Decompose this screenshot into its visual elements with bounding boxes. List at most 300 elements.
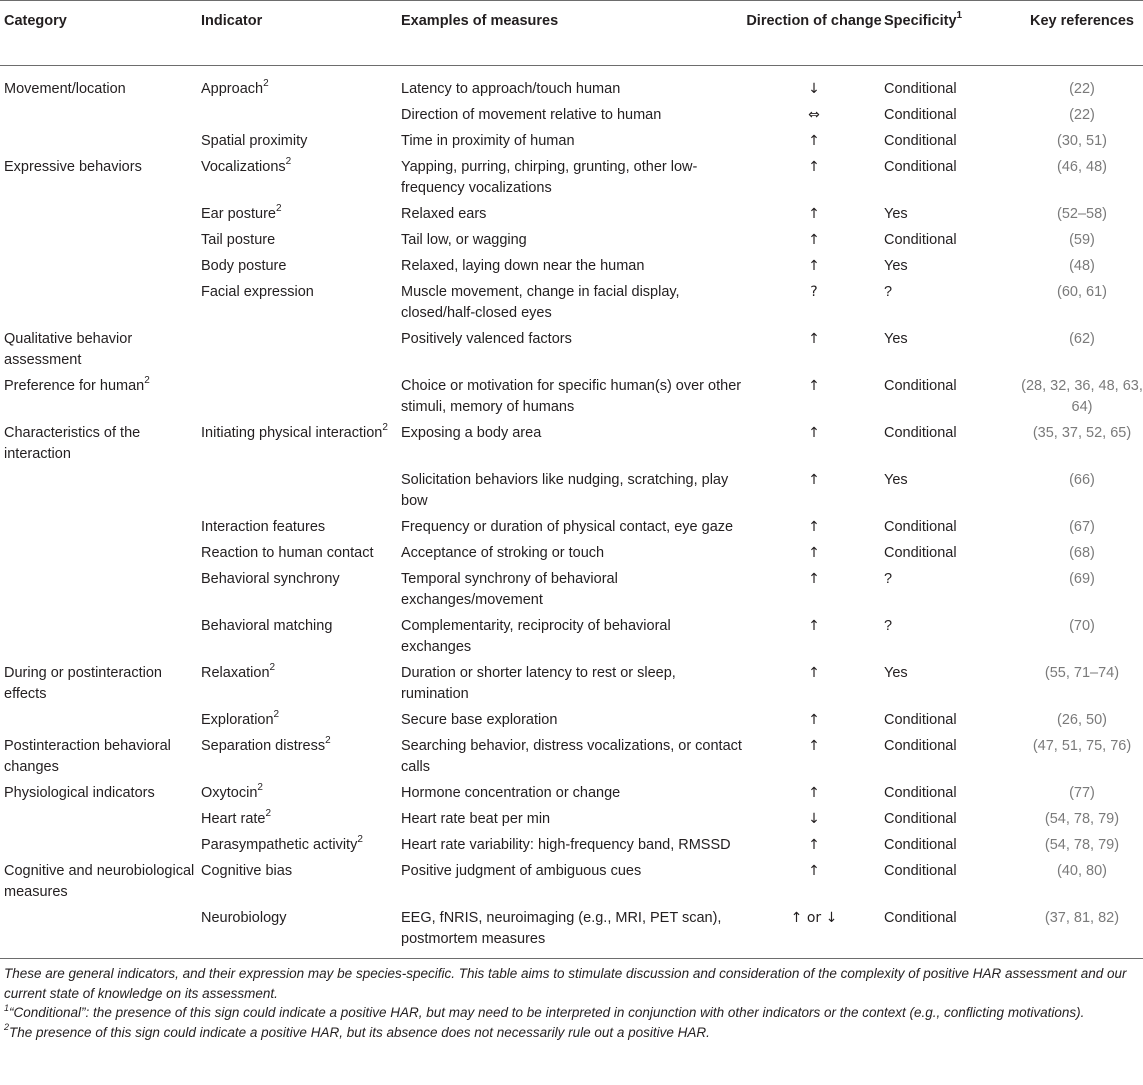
cell-measure-text: Time in proximity of human (401, 133, 575, 149)
cell-direction (744, 833, 884, 859)
cell-category (0, 421, 201, 468)
header-direction: Direction of change (744, 1, 884, 66)
cell-category (0, 734, 201, 781)
cell-specificity (884, 708, 1021, 734)
cell-category (0, 155, 201, 202)
cell-indicator (201, 228, 401, 254)
footnote-1 (4, 1003, 1139, 1023)
cell-measure (401, 661, 744, 708)
cell-indicator (201, 66, 401, 104)
cell-specificity-text: Conditional (884, 81, 957, 97)
table-row (0, 567, 1143, 614)
table-row (0, 833, 1143, 859)
cell-category (0, 202, 201, 228)
cell-direction (744, 228, 884, 254)
cell-references (1021, 374, 1143, 421)
cell-category (0, 129, 201, 155)
cell-direction (744, 781, 884, 807)
cell-measure (401, 859, 744, 906)
cell-references-text: (28, 32, 36, 48, 63, 64) (1021, 378, 1143, 415)
cell-specificity (884, 614, 1021, 661)
table-row (0, 228, 1143, 254)
cell-indicator (201, 807, 401, 833)
footnote-1-mark: 1 (4, 1002, 10, 1013)
cell-references-text: (37, 81, 82) (1044, 910, 1120, 926)
cell-references (1021, 859, 1143, 906)
footnote-2-mark: 2 (4, 1022, 10, 1032)
cell-specificity (884, 859, 1021, 906)
cell-direction-text: ↑ (808, 331, 820, 347)
cell-references-text: (40, 80) (1057, 863, 1107, 879)
footnote-2-text: The presence of this sign could indicate a positive HAR, but its absence does not necessarily rule out a positive HAR. (9, 1024, 710, 1040)
cell-category (0, 515, 201, 541)
cell-category (0, 327, 201, 374)
cell-references (1021, 129, 1143, 155)
table-row (0, 202, 1143, 228)
cell-measure-text: Duration or shorter latency to rest or sleep, rumination (401, 665, 676, 702)
cell-category (0, 468, 201, 515)
cell-measure-text: Relaxed, laying down near the human (401, 258, 645, 274)
cell-category (0, 781, 201, 807)
cell-references (1021, 807, 1143, 833)
cell-specificity-text: Conditional (884, 837, 957, 853)
footnote-1-text: “Conditional”: the presence of this sign could indicate a positive HAR, but may need to be interpreted in conjunction with other indicators or the context (e.g., conflicting motivations). (9, 1005, 1085, 1020)
cell-indicator-footnote-mark: 2 (257, 782, 263, 794)
cell-measure (401, 614, 744, 661)
cell-indicator (201, 661, 401, 708)
cell-specificity-text: Yes (884, 258, 908, 274)
cell-indicator (201, 468, 401, 515)
cell-specificity (884, 906, 1021, 959)
cell-category-text: Physiological indicators (4, 785, 155, 801)
cell-indicator-footnote-mark: 2 (275, 203, 282, 215)
cell-references-text: (26, 50) (1057, 712, 1107, 728)
cell-references (1021, 734, 1143, 781)
cell-measure (401, 833, 744, 859)
cell-references (1021, 280, 1143, 327)
cell-indicator (201, 906, 401, 959)
cell-category-text: Postinteraction behavioral changes (4, 738, 171, 775)
cell-specificity (884, 833, 1021, 859)
cell-measure (401, 515, 744, 541)
cell-specificity-text: Yes (884, 331, 908, 347)
cell-references (1021, 833, 1143, 859)
cell-references (1021, 781, 1143, 807)
cell-indicator (201, 155, 401, 202)
cell-indicator-text: Interaction features (201, 519, 326, 535)
cell-indicator-footnote-mark: 2 (285, 156, 292, 168)
cell-measure (401, 567, 744, 614)
cell-direction (744, 202, 884, 228)
cell-indicator (201, 129, 401, 155)
header-row (0, 1, 1143, 66)
cell-direction-text: ↑ (808, 472, 820, 488)
cell-specificity-text: Conditional (884, 159, 957, 175)
cell-indicator-text: Separation distress (201, 738, 326, 754)
cell-specificity (884, 567, 1021, 614)
cell-measure (401, 781, 744, 807)
cell-measure (401, 421, 744, 468)
cell-specificity-text: Conditional (884, 738, 957, 754)
cell-direction-text: ↑ (808, 618, 820, 634)
cell-direction-text: ↑ (808, 785, 820, 801)
table-header (0, 1, 1143, 66)
cell-specificity (884, 781, 1021, 807)
header-references: Key references (1021, 1, 1143, 66)
cell-category (0, 254, 201, 280)
cell-specificity-text: Conditional (884, 378, 957, 394)
cell-measure (401, 327, 744, 374)
cell-category (0, 103, 201, 129)
cell-specificity (884, 254, 1021, 280)
cell-direction-text: ↓ (808, 81, 820, 97)
cell-references-text: (30, 51) (1057, 133, 1107, 149)
cell-references-text: (77) (1069, 785, 1095, 801)
cell-measure-text: Yapping, purring, chirping, grunting, other low-frequency vocalizations (401, 159, 698, 196)
cell-measure-text: Exposing a body area (401, 425, 542, 441)
cell-measure-text: Muscle movement, change in facial display, closed/half-closed eyes (401, 284, 680, 321)
cell-indicator-footnote-mark: 2 (263, 78, 269, 90)
cell-specificity-text: Yes (884, 665, 908, 681)
cell-specificity-text: Conditional (884, 785, 957, 801)
cell-direction-text: ↑ (808, 425, 820, 441)
cell-direction-text: ↑ (808, 571, 820, 587)
cell-category (0, 567, 201, 614)
cell-indicator-text: Cognitive bias (201, 863, 293, 879)
table-row (0, 374, 1143, 421)
cell-references (1021, 906, 1143, 959)
cell-references (1021, 421, 1143, 468)
cell-references-text: (48) (1069, 258, 1095, 274)
cell-specificity (884, 541, 1021, 567)
cell-specificity (884, 155, 1021, 202)
cell-specificity-text: Conditional (884, 107, 957, 123)
cell-category (0, 66, 201, 104)
cell-indicator-text: Behavioral matching (201, 618, 333, 634)
table-row (0, 906, 1143, 959)
cell-indicator-text: Spatial proximity (201, 133, 308, 149)
cell-references (1021, 614, 1143, 661)
cell-indicator (201, 734, 401, 781)
table-row (0, 66, 1143, 104)
cell-direction (744, 567, 884, 614)
table-body (0, 66, 1143, 959)
cell-specificity (884, 661, 1021, 708)
cell-specificity-text: Conditional (884, 863, 957, 879)
cell-specificity (884, 103, 1021, 129)
cell-category-text: During or postinteraction effects (4, 665, 162, 702)
cell-direction (744, 468, 884, 515)
cell-direction-text: ↑ (808, 133, 820, 149)
cell-indicator-text: Tail posture (201, 232, 276, 248)
cell-indicator (201, 421, 401, 468)
cell-specificity (884, 66, 1021, 104)
table-row (0, 468, 1143, 515)
cell-measure (401, 280, 744, 327)
cell-category (0, 614, 201, 661)
cell-measure-text: Relaxed ears (401, 206, 487, 222)
cell-references-text: (54, 78, 79) (1044, 837, 1120, 853)
cell-references-text: (47, 51, 75, 76) (1032, 738, 1132, 754)
cell-specificity-text: Conditional (884, 811, 957, 827)
cell-indicator-footnote-mark: 2 (382, 422, 388, 434)
cell-direction (744, 129, 884, 155)
cell-measure-text: Direction of movement relative to human (401, 107, 662, 123)
cell-indicator-text: Neurobiology (201, 910, 287, 926)
cell-direction-text: ? (810, 284, 818, 300)
cell-references (1021, 327, 1143, 374)
cell-references (1021, 515, 1143, 541)
table-row (0, 708, 1143, 734)
table-row (0, 734, 1143, 781)
footnote-general: These are general indicators, and their expression may be species-specific. This table aims to stimulate discussion and consideration of the complexity of positive HAR assessment and our current state of knowledge on its assessment. (4, 966, 1127, 1001)
cell-specificity-text: Yes (884, 472, 908, 488)
header-specificity-label: Specificity (884, 13, 957, 29)
cell-specificity-text: Conditional (884, 545, 957, 561)
cell-references-text: (67) (1069, 519, 1095, 535)
cell-specificity (884, 202, 1021, 228)
cell-direction-text: ↑ (808, 206, 820, 222)
cell-measure-text: Latency to approach/touch human (401, 81, 621, 97)
cell-indicator (201, 567, 401, 614)
cell-indicator-text: Ear posture (201, 206, 276, 222)
cell-measure-text: EEG, fNRIS, neuroimaging (e.g., MRI, PET scan), postmortem measures (401, 910, 722, 947)
cell-references-text: (55, 71–74) (1044, 665, 1120, 681)
cell-specificity-text: Conditional (884, 133, 957, 149)
footnote-2 (4, 1023, 1139, 1043)
cell-specificity (884, 421, 1021, 468)
cell-references-text: (22) (1069, 81, 1095, 97)
cell-direction-text: ↑ (808, 159, 820, 175)
cell-references (1021, 541, 1143, 567)
cell-direction (744, 327, 884, 374)
cell-measure-text: Positively valenced factors (401, 331, 572, 347)
cell-measure-text: Temporal synchrony of behavioral exchanges/movement (401, 571, 618, 608)
cell-category (0, 833, 201, 859)
cell-specificity-text: Yes (884, 206, 908, 222)
cell-references-text: (35, 37, 52, 65) (1032, 425, 1132, 441)
cell-category-text: Cognitive and neurobiological measures (4, 863, 195, 900)
cell-measure-text: Tail low, or wagging (401, 232, 527, 248)
cell-direction-text: ↑ (808, 378, 820, 394)
cell-specificity (884, 374, 1021, 421)
cell-measure (401, 708, 744, 734)
cell-indicator (201, 515, 401, 541)
cell-category-footnote-mark: 2 (144, 375, 150, 387)
cell-category-text: Expressive behaviors (4, 159, 142, 175)
cell-indicator-text: Approach (201, 81, 264, 97)
cell-indicator-footnote-mark: 2 (273, 709, 280, 721)
cell-references-text: (22) (1069, 107, 1095, 123)
cell-indicator-text: Body posture (201, 258, 287, 274)
table-row (0, 781, 1143, 807)
cell-indicator-footnote-mark: 2 (269, 662, 276, 674)
cell-indicator-text: Heart rate (201, 811, 266, 827)
cell-measure-text: Complementarity, reciprocity of behavioral exchanges (401, 618, 671, 655)
cell-specificity-text: Conditional (884, 712, 957, 728)
cell-indicator (201, 374, 401, 421)
cell-references-text: (46, 48) (1057, 159, 1107, 175)
cell-direction (744, 103, 884, 129)
header-specificity (884, 1, 1021, 66)
cell-indicator (201, 708, 401, 734)
cell-direction (744, 614, 884, 661)
cell-direction (744, 280, 884, 327)
cell-direction (744, 541, 884, 567)
cell-category-text: Preference for human (4, 378, 145, 394)
cell-measure-text: Frequency or duration of physical contact, eye gaze (401, 519, 734, 535)
cell-category-text: Characteristics of the interaction (4, 425, 141, 462)
cell-measure (401, 129, 744, 155)
cell-direction (744, 374, 884, 421)
cell-indicator (201, 781, 401, 807)
cell-direction (744, 515, 884, 541)
cell-specificity-text: ? (884, 571, 893, 587)
cell-measure-text: Heart rate beat per min (401, 811, 551, 827)
cell-specificity-text: Conditional (884, 232, 957, 248)
header-specificity-footnote-mark: 1 (956, 10, 963, 22)
header-measures: Examples of measures (401, 1, 744, 66)
cell-specificity-text: Conditional (884, 910, 957, 926)
cell-direction-text: ↑ (808, 232, 820, 248)
cell-references-text: (54, 78, 79) (1044, 811, 1120, 827)
cell-indicator-text: Parasympathetic activity (201, 837, 358, 853)
cell-measure (401, 103, 744, 129)
cell-measure-text: Positive judgment of ambiguous cues (401, 863, 642, 879)
cell-direction (744, 734, 884, 781)
cell-direction-text: ↑ (808, 258, 820, 274)
cell-indicator (201, 859, 401, 906)
cell-indicator-footnote-mark: 2 (325, 735, 331, 747)
table-row (0, 541, 1143, 567)
cell-specificity-text: ? (884, 284, 893, 300)
cell-references-text: (70) (1069, 618, 1095, 634)
cell-direction (744, 661, 884, 708)
cell-specificity-text: ? (884, 618, 893, 634)
cell-references (1021, 155, 1143, 202)
cell-references (1021, 202, 1143, 228)
cell-specificity (884, 129, 1021, 155)
table-footnotes (4, 964, 1139, 1042)
cell-measure (401, 541, 744, 567)
cell-references (1021, 708, 1143, 734)
cell-measure-text: Hormone concentration or change (401, 785, 621, 801)
cell-specificity (884, 327, 1021, 374)
cell-references (1021, 66, 1143, 104)
cell-measure (401, 228, 744, 254)
cell-indicator-text: Exploration (201, 712, 274, 728)
cell-direction-text: ↑ (808, 545, 820, 561)
table-row (0, 807, 1143, 833)
cell-category (0, 708, 201, 734)
cell-measure (401, 734, 744, 781)
cell-measure-text: Acceptance of stroking or touch (401, 545, 605, 561)
cell-specificity (884, 280, 1021, 327)
cell-references-text: (62) (1069, 331, 1095, 347)
table-row (0, 859, 1143, 906)
cell-category (0, 374, 201, 421)
cell-measure-text: Secure base exploration (401, 712, 558, 728)
cell-category (0, 859, 201, 906)
cell-measure (401, 807, 744, 833)
table-row (0, 421, 1143, 468)
cell-measure-text: Choice or motivation for specific human(s) over other stimuli, memory of humans (401, 378, 742, 415)
table-row (0, 129, 1143, 155)
cell-measure-text: Heart rate variability: high-frequency band, RMSSD (401, 837, 731, 853)
table-row (0, 254, 1143, 280)
cell-indicator (201, 254, 401, 280)
cell-indicator-footnote-mark: 2 (357, 834, 363, 846)
cell-indicator (201, 202, 401, 228)
cell-indicator (201, 833, 401, 859)
cell-indicator-text: Reaction to human contact (201, 545, 374, 561)
cell-measure (401, 468, 744, 515)
table-row (0, 515, 1143, 541)
cell-references (1021, 567, 1143, 614)
cell-references-text: (52–58) (1057, 206, 1107, 222)
cell-specificity (884, 468, 1021, 515)
cell-indicator-text: Behavioral synchrony (201, 571, 340, 587)
cell-category (0, 807, 201, 833)
cell-indicator (201, 103, 401, 129)
cell-measure-text: Searching behavior, distress vocalizations, or contact calls (401, 738, 742, 775)
cell-indicator (201, 327, 401, 374)
cell-direction-text: ⇔ (808, 107, 820, 123)
cell-indicator-text: Initiating physical interaction (201, 425, 383, 441)
cell-direction (744, 906, 884, 959)
cell-specificity (884, 228, 1021, 254)
header-category: Category (0, 1, 201, 66)
table-row (0, 614, 1143, 661)
cell-category-text: Qualitative behavior assessment (4, 331, 133, 368)
cell-direction-text: ↑ (808, 665, 820, 681)
cell-measure (401, 906, 744, 959)
header-indicator: Indicator (201, 1, 401, 66)
cell-measure (401, 374, 744, 421)
cell-specificity-text: Conditional (884, 425, 957, 441)
cell-references-text: (68) (1069, 545, 1095, 561)
cell-specificity (884, 515, 1021, 541)
cell-direction (744, 421, 884, 468)
cell-specificity (884, 807, 1021, 833)
cell-measure (401, 66, 744, 104)
cell-category (0, 541, 201, 567)
cell-category-text: Movement/location (4, 81, 126, 97)
cell-specificity (884, 734, 1021, 781)
cell-direction (744, 66, 884, 104)
cell-category (0, 661, 201, 708)
cell-direction-text: ↓ (808, 811, 820, 827)
cell-indicator-text: Facial expression (201, 284, 314, 300)
cell-indicator (201, 541, 401, 567)
cell-measure (401, 254, 744, 280)
cell-measure (401, 155, 744, 202)
cell-direction-text: ↑ (808, 837, 820, 853)
cell-indicator (201, 280, 401, 327)
cell-indicator-text: Relaxation (201, 665, 270, 681)
cell-references (1021, 254, 1143, 280)
cell-indicator-footnote-mark: 2 (265, 808, 272, 820)
cell-measure-text: Solicitation behaviors like nudging, scratching, play bow (401, 472, 729, 509)
table-row (0, 280, 1143, 327)
cell-category (0, 228, 201, 254)
table-row (0, 661, 1143, 708)
cell-direction-text: ↑ (808, 712, 820, 728)
cell-indicator-text: Vocalizations (201, 159, 286, 175)
cell-references (1021, 661, 1143, 708)
cell-direction (744, 708, 884, 734)
table-row (0, 327, 1143, 374)
